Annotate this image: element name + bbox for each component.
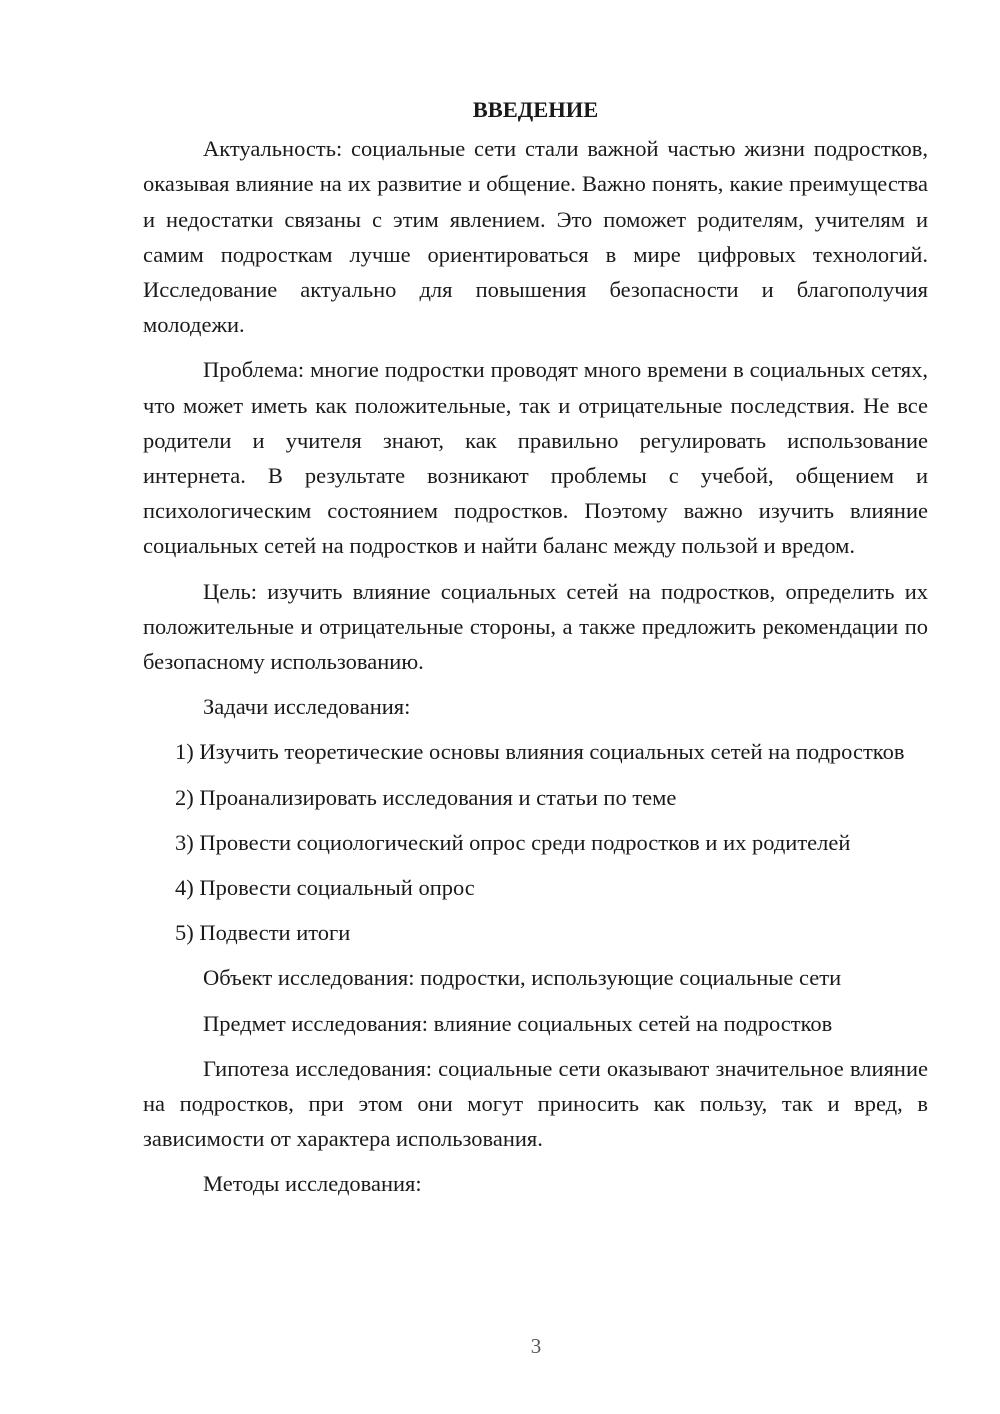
- methods-heading: Методы исследования:: [203, 1171, 422, 1197]
- task-item-1: 1) Изучить теоретические основы влияния социальных сетей на подростков: [175, 739, 905, 765]
- tasks-heading: Задачи исследования:: [203, 694, 411, 720]
- subject-paragraph: Предмет исследования: влияние социальных сетей на подростков: [203, 1010, 833, 1036]
- task-item-2: 2) Проанализировать исследования и статьи по теме: [175, 784, 677, 810]
- page-number: 3: [530, 1334, 542, 1358]
- task-item-5: 5) Подвести итоги: [175, 920, 351, 946]
- object-paragraph: Объект исследования: подростки, использующие социальные сети: [203, 965, 842, 991]
- task-item-3: 3) Провести социологический опрос среди подростков и их родителей: [175, 829, 851, 855]
- page-title: ВВЕДЕНИЕ: [472, 97, 599, 122]
- relevance-paragraph: Актуальность: социальные сети стали важной частью жизни подростков, оказывая влияние на их развитие и общение. Важно понять, какие преимущества и недостатки связаны с этим явлением. Это поможет родителям, учителям и самим подросткам лучше ориентироваться в мире цифровых технологий. Исследование актуально для повышения безопасности и благополучия молодежи.: [143, 136, 928, 338]
- problem-paragraph: Проблема: многие подростки проводят много времени в социальных сетях, что может иметь как положительные, так и отрицательные последствия. Не все родители и учителя знают, как правильно регулировать использование интернета. В результате возникают проблемы с учебой, общением и психологическим состоянием подростков. Поэтому важно изучить влияние социальных сетей на подростков и найти баланс между пользой и вредом.: [143, 357, 928, 559]
- goal-paragraph: Цель: изучить влияние социальных сетей на подростков, определить их положительные и отрицательные стороны, а также предложить рекомендации по безопасному использованию.: [143, 578, 928, 675]
- task-item-4: 4) Провести социальный опрос: [175, 875, 475, 901]
- hypothesis-paragraph: Гипотеза исследования: социальные сети оказывают значительное влияние на подростков, при этом они могут приносить как пользу, так и вред, в зависимости от характера использования.: [143, 1055, 928, 1152]
- document-page: [143, 92, 928, 1212]
